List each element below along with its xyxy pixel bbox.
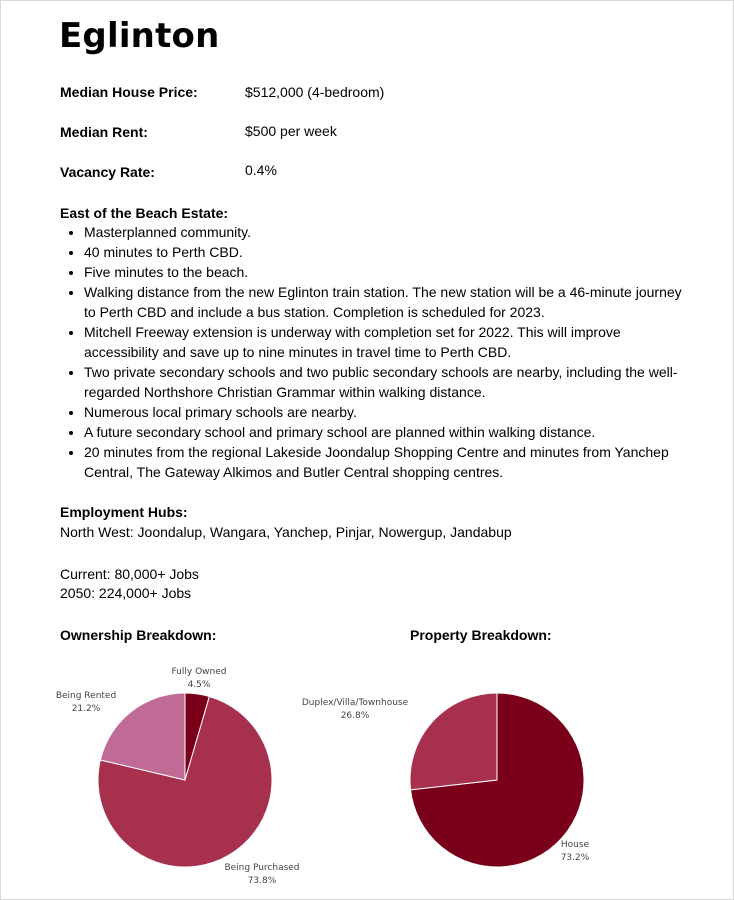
ownership-chart-title: Ownership Breakdown: <box>60 627 217 643</box>
slice-label-fully-owned: Fully Owned <box>171 667 227 677</box>
list-item: • 20 minutes from the regional Lakeside Joondalup Shopping Centre and minutes from Yanchep Central, The Gateway Alkimos and Butler Central shopping centres. <box>84 442 694 482</box>
slice-label-being-purchased: Being Purchased <box>224 863 300 873</box>
list-item: • A future secondary school and primary school are planned within walking distance. <box>84 422 694 442</box>
ownership-pie-chart <box>0 650 367 900</box>
jobs-current: Current: 80,000+ Jobs <box>60 566 199 582</box>
slice-value-fully-owned: 4.5% <box>187 680 211 690</box>
slice-value-house: 73.2% <box>560 853 590 863</box>
slice-label-house: House <box>560 840 590 850</box>
slice-value-being-purchased: 73.8% <box>247 876 277 886</box>
median-house-price-label: Median House Price: <box>60 84 198 100</box>
slice-label-duplex-villa-townhouse: Duplex/Villa/Townhouse <box>301 698 409 708</box>
slice-label-being-rented: Being Rented <box>55 691 117 701</box>
median-house-price-value: $512,000 (4-bedroom) <box>245 84 385 100</box>
employment-heading: Employment Hubs: <box>60 504 188 520</box>
pie-slice-duplex-villa-townhouse <box>410 693 497 790</box>
list-item: • Two private secondary schools and two public secondary schools are nearby, including the well-regarded Northshore Christian Grammar within walking distance. <box>84 362 694 402</box>
median-rent-label: Median Rent: <box>60 124 148 140</box>
list-item: • Mitchell Freeway extension is underway with completion set for 2022. This will improve accessibility and save up to nine minutes in travel time to Perth CBD. <box>84 322 694 362</box>
slice-value-being-rented: 21.2% <box>71 704 101 714</box>
list-item: • Masterplanned community. <box>84 222 694 242</box>
property-chart-title: Property Breakdown: <box>410 627 552 643</box>
vacancy-rate-label: Vacancy Rate: <box>60 164 155 180</box>
property-pie-chart <box>301 650 734 900</box>
median-rent-value: $500 per week <box>245 123 337 139</box>
page-title: Eglinton <box>59 16 220 56</box>
list-item: • Five minutes to the beach. <box>84 262 694 282</box>
estate-heading: East of the Beach Estate: <box>60 205 229 221</box>
list-item: • 40 minutes to Perth CBD. <box>84 242 694 262</box>
slice-value-duplex-villa-townhouse: 26.8% <box>340 711 370 721</box>
vacancy-rate-value: 0.4% <box>245 162 277 178</box>
list-item: • Numerous local primary schools are nearby. <box>84 402 694 422</box>
jobs-2050: 2050: 224,000+ Jobs <box>60 585 192 601</box>
estate-bullet-list <box>60 222 694 482</box>
employment-region: North West: Joondalup, Wangara, Yanchep, Pinjar, Nowergup, Jandabup <box>60 524 512 540</box>
list-item: • Walking distance from the new Eglinton train station. The new station will be a 46-minute journey to Perth CBD and include a bus station. Completion is scheduled for 2023. <box>84 282 694 322</box>
